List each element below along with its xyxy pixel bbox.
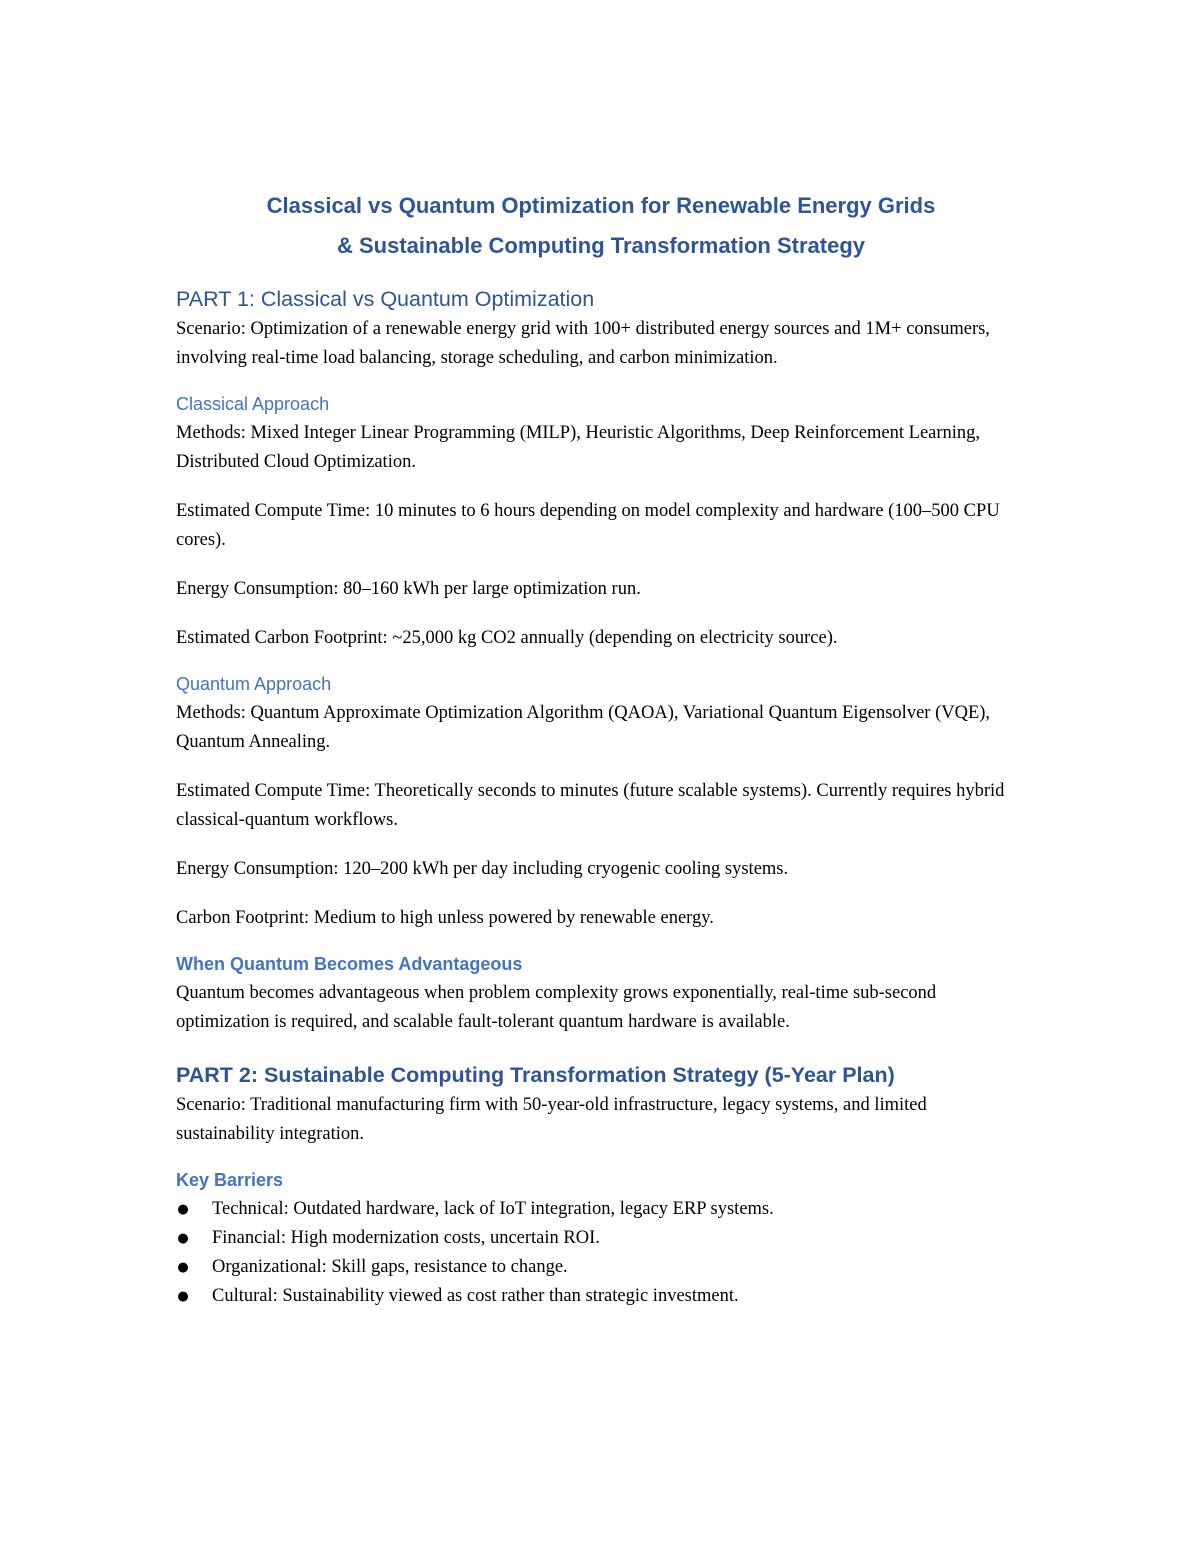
title-line-2: & Sustainable Computing Transformation Strategy <box>336 233 866 258</box>
quantum-advantage-heading: When Quantum Becomes Advantageous <box>176 954 523 974</box>
part-1-heading: PART 1: Classical vs Quantum Optimization <box>176 287 595 311</box>
bullet-icon: ● <box>177 1202 189 1217</box>
quantum-compute-time: Estimated Compute Time: Theoretically seconds to minutes (future scalable systems). Currently requires hybrid classical-quantum workflows. <box>176 781 1005 830</box>
barrier-text: Cultural: Sustainability viewed as cost rather than strategic investment. <box>212 1286 739 1306</box>
list-item <box>176 1224 1026 1253</box>
classical-energy: Energy Consumption: 80–160 kWh per large optimization run. <box>176 579 641 599</box>
title-line-1: Classical vs Quantum Optimization for Renewable Energy Grids <box>266 193 936 218</box>
document-title <box>176 186 1026 266</box>
quantum-carbon: Carbon Footprint: Medium to high unless powered by renewable energy. <box>176 908 714 928</box>
quantum-advantage-text: Quantum becomes advantageous when problem complexity grows exponentially, real-time sub-second optimization is required, and scalable fault-tolerant quantum hardware is available. <box>176 983 937 1032</box>
document-body <box>176 186 1026 1311</box>
list-item <box>176 1195 1026 1224</box>
barrier-text: Financial: High modernization costs, uncertain ROI. <box>212 1228 600 1248</box>
barrier-text: Organizational: Skill gaps, resistance to change. <box>212 1257 568 1277</box>
quantum-methods: Methods: Quantum Approximate Optimization Algorithm (QAOA), Variational Quantum Eigensolver (VQE), Quantum Annealing. <box>176 703 991 752</box>
bullet-icon: ● <box>177 1289 189 1304</box>
part-2-scenario: Scenario: Traditional manufacturing firm with 50-year-old infrastructure, legacy systems, and limited sustainability integration. <box>176 1095 927 1144</box>
classical-methods: Methods: Mixed Integer Linear Programming (MILP), Heuristic Algorithms, Deep Reinforcement Learning, Distributed Cloud Optimization. <box>176 423 981 472</box>
barrier-text: Technical: Outdated hardware, lack of IoT integration, legacy ERP systems. <box>212 1199 774 1219</box>
classical-carbon: Estimated Carbon Footprint: ~25,000 kg CO2 annually (depending on electricity source). <box>176 628 838 648</box>
quantum-approach-heading: Quantum Approach <box>176 674 332 694</box>
part-2-heading: PART 2: Sustainable Computing Transformation Strategy (5-Year Plan) <box>176 1063 895 1087</box>
classical-compute-time: Estimated Compute Time: 10 minutes to 6 hours depending on model complexity and hardware (100–500 CPU cores). <box>176 501 1000 550</box>
list-item <box>176 1253 1026 1282</box>
part-1-section <box>176 283 1026 1037</box>
classical-approach-heading: Classical Approach <box>176 394 330 414</box>
part-2-section <box>176 1059 1026 1311</box>
key-barriers-heading: Key Barriers <box>176 1170 284 1190</box>
key-barriers-list <box>176 1195 1026 1311</box>
bullet-icon: ● <box>177 1260 189 1275</box>
bullet-icon: ● <box>177 1231 189 1246</box>
part-1-scenario: Scenario: Optimization of a renewable energy grid with 100+ distributed energy sources and 1M+ consumers, involving real-time load balancing, storage scheduling, and carbon minimization. <box>176 319 990 368</box>
quantum-energy: Energy Consumption: 120–200 kWh per day including cryogenic cooling systems. <box>176 859 789 879</box>
list-item <box>176 1282 1026 1311</box>
